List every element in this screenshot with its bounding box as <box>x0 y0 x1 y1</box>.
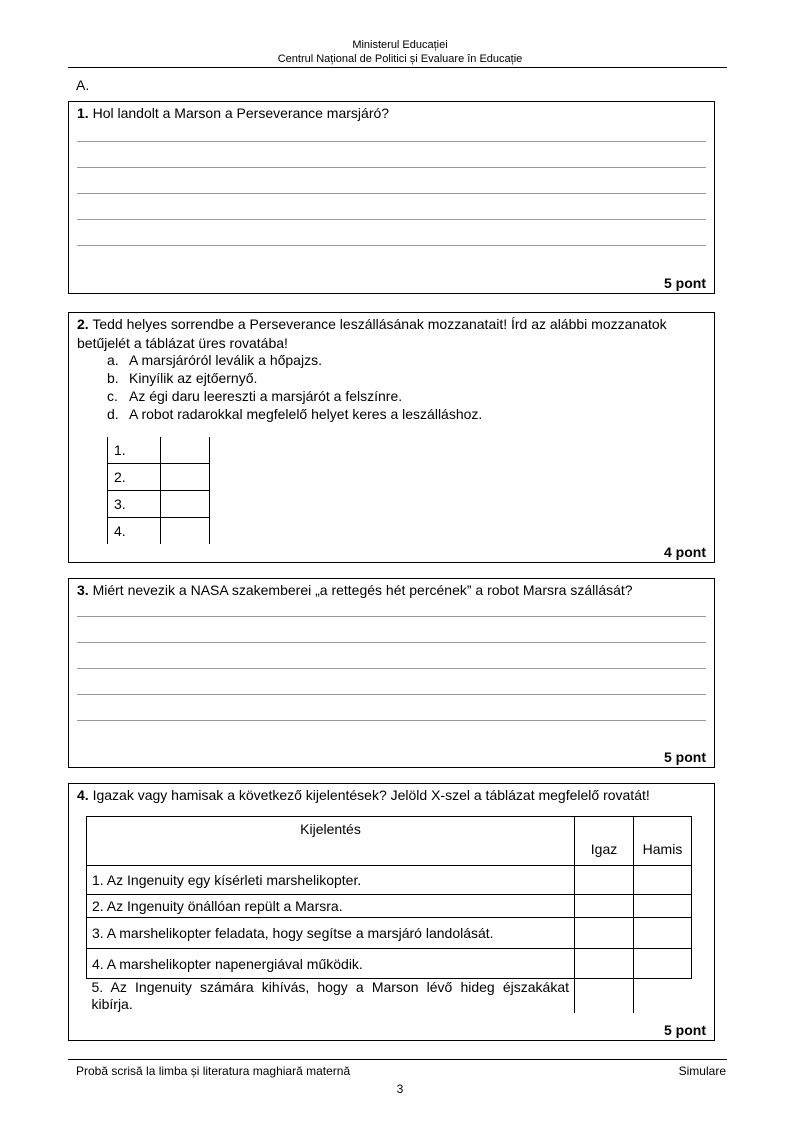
question-3-box <box>68 578 715 768</box>
question-3-prompt: Miért nevezik a NASA szakemberei „a rettegés hét percének” a robot Marsra szállását? <box>92 582 633 598</box>
question-2-number: 2. <box>77 316 89 332</box>
option-list <box>107 351 482 423</box>
order-row <box>108 464 210 491</box>
header-center: Centrul Național de Politici și Evaluare în Educație <box>277 53 523 65</box>
false-checkbox-cell[interactable] <box>634 895 692 918</box>
answer-line[interactable] <box>77 167 706 168</box>
true-checkbox-cell[interactable] <box>575 866 634 895</box>
answer-line[interactable] <box>77 720 706 721</box>
page-header <box>0 38 800 66</box>
footer-exam-type: Simulare <box>678 1064 726 1078</box>
order-answer-cell[interactable] <box>161 518 210 545</box>
question-2-points: 4 pont <box>664 544 706 560</box>
question-1-points: 5 pont <box>664 275 706 291</box>
header-ministry: Ministerul Educației <box>352 39 448 51</box>
statement-cell: 2. Az Ingenuity önállóan repült a Marsra. <box>87 895 575 918</box>
answer-line[interactable] <box>77 245 706 246</box>
header-true: Igaz <box>575 817 634 866</box>
statement-cell: 1. Az Ingenuity egy kísérleti marshelikopter. <box>87 866 575 895</box>
question-3-text <box>77 581 706 600</box>
table-row <box>87 866 692 895</box>
false-checkbox-cell[interactable] <box>634 979 692 1014</box>
statement-cell: 5. Az Ingenuity számára kihívás, hogy a Marson lévő hideg éjszakákat kibírja. <box>87 979 575 1014</box>
question-4-text <box>77 786 706 805</box>
order-position: 3. <box>108 491 161 518</box>
question-1-number: 1. <box>77 105 89 121</box>
order-position: 1. <box>108 437 161 464</box>
header-divider <box>68 67 727 68</box>
option-d: d. A robot radarokkal megfelelő helyet keres a leszálláshoz. <box>107 406 483 422</box>
footer-exam-title: Probă scrisă la limba și literatura maghiară maternă <box>76 1064 351 1078</box>
question-4-number: 4. <box>77 787 89 803</box>
footer-divider <box>68 1059 727 1060</box>
page-number: 3 <box>396 1082 404 1096</box>
option-b: b. Kinyílik az ejtőernyő. <box>107 370 258 386</box>
table-row <box>87 918 692 949</box>
false-checkbox-cell[interactable] <box>634 918 692 949</box>
question-4-prompt: Igazak vagy hamisak a következő kijelentések? Jelöld X-szel a táblázat megfelelő rovatát! <box>92 787 650 803</box>
question-2-text <box>77 315 706 353</box>
question-1-box <box>68 101 715 294</box>
question-2-box <box>68 312 715 563</box>
header-statement: Kijelentés <box>87 817 575 866</box>
answer-line[interactable] <box>77 616 706 617</box>
answer-line[interactable] <box>77 668 706 669</box>
true-checkbox-cell[interactable] <box>575 895 634 918</box>
answer-line[interactable] <box>77 219 706 220</box>
table-row <box>87 979 692 1014</box>
answer-line[interactable] <box>77 694 706 695</box>
order-row <box>108 437 210 464</box>
order-answer-cell[interactable] <box>161 491 210 518</box>
order-position: 2. <box>108 464 161 491</box>
question-2-prompt: Tedd helyes sorrendbe a Perseverance leszállásának mozzanatait! Írd az alábbi mozzanatok betűjelét a táblázat üres rovatába! <box>77 316 667 351</box>
question-3-points: 5 pont <box>664 749 706 765</box>
order-answer-cell[interactable] <box>161 464 210 491</box>
false-checkbox-cell[interactable] <box>634 949 692 979</box>
question-1-prompt: Hol landolt a Marson a Perseverance marsjáró? <box>92 105 390 121</box>
order-answer-cell[interactable] <box>161 437 210 464</box>
table-row <box>87 949 692 979</box>
true-false-table <box>86 816 692 1013</box>
true-checkbox-cell[interactable] <box>575 979 634 1014</box>
header-false: Hamis <box>634 817 692 866</box>
answer-line[interactable] <box>77 193 706 194</box>
table-header-row <box>87 817 692 866</box>
order-row <box>108 518 210 545</box>
question-4-points: 5 pont <box>664 1022 706 1038</box>
statement-cell: 4. A marshelikopter napenergiával működik. <box>87 949 575 979</box>
question-4-box <box>68 783 715 1041</box>
question-3-number: 3. <box>77 582 89 598</box>
answer-line[interactable] <box>77 141 706 142</box>
order-position: 4. <box>108 518 161 545</box>
order-row <box>108 491 210 518</box>
option-a: a. A marsjáróról leválik a hőpajzs. <box>107 352 322 368</box>
table-row <box>87 895 692 918</box>
true-checkbox-cell[interactable] <box>575 949 634 979</box>
option-c: c. Az égi daru leereszti a marsjárót a felszínre. <box>107 388 403 404</box>
statement-cell: 3. A marshelikopter feladata, hogy segítse a marsjáró landolását. <box>87 918 575 949</box>
section-label: A. <box>76 77 90 93</box>
true-checkbox-cell[interactable] <box>575 918 634 949</box>
false-checkbox-cell[interactable] <box>634 866 692 895</box>
question-1-text <box>77 104 706 123</box>
order-table <box>107 437 210 544</box>
answer-line[interactable] <box>77 642 706 643</box>
